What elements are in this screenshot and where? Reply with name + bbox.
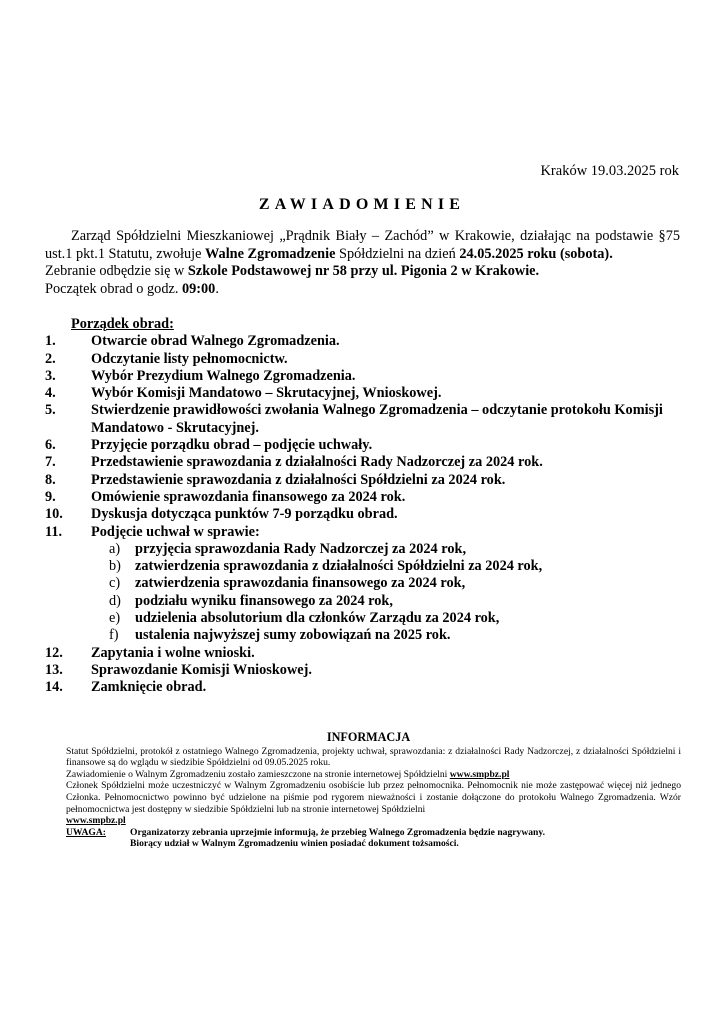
warning-block: [66, 827, 681, 850]
info-paragraph-website: [66, 769, 681, 781]
info-title: INFORMACJA: [326, 730, 411, 744]
agenda-item-text: Stwierdzenie prawidłowości zwołania Walnego Zgromadzenia – odczytanie protokołu Komisji Mandatowo - Skrutacyjnej.: [91, 402, 663, 436]
agenda-subitem-letter: f): [109, 627, 119, 644]
agenda-item-number: 4.: [45, 385, 56, 402]
venue-bold: Szkole Podstawowej nr 58 przy ul. Pigonia 2 w Krakowie.: [187, 263, 540, 280]
agenda-item: [45, 472, 685, 489]
agenda-item-text: Omówienie sprawozdania finansowego za 2024 rok.: [91, 488, 406, 505]
info-website-text: Zawiadomienie o Walnym Zgromadzeniu zostało zamieszczone na stronie internetowej Spółdzielni: [66, 768, 450, 780]
agenda-item-text: Odczytanie listy pełnomocnictw.: [91, 350, 288, 367]
intro-text: Spółdzielni na dzień: [335, 245, 460, 262]
agenda-subitem-text: zatwierdzenia sprawozdania finansowego za 2024 rok,: [135, 575, 466, 592]
website-link[interactable]: www.smpbz.pl: [66, 815, 126, 827]
agenda-item-text: Zapytania i wolne wnioski.: [91, 644, 255, 661]
info-proxy-text: Członek Spółdzielni może uczestniczyć w Walnym Zgromadzeniu osobiście lub przez pełnomocnika. Pełnomocnik nie może zastępować więcej niż jednego Członka. Pełnomocnictwo powinno być udzielone na piśmie pod rygorem nieważności i zostanie dołączone do protokołu Walnego Zgromadzenia. Wzór pełnomocnictwa jest dostępny w siedzibie Spółdzielni lub na stronie internetowej Spółdzielni: [66, 780, 681, 815]
start-time-paragraph: [45, 281, 680, 299]
agenda-item-number: 8.: [45, 471, 56, 488]
agenda-item-text: Przyjęcie porządku obrad – podjęcie uchwały.: [91, 437, 373, 454]
agenda-list: [45, 333, 685, 541]
agenda-item-number: 11.: [45, 523, 63, 540]
agenda-title: Porządek obrad:: [71, 316, 174, 332]
agenda-item: [45, 489, 685, 506]
agenda-item-number: 1.: [45, 333, 56, 350]
agenda-item-number: 14.: [45, 679, 63, 696]
agenda-item: [45, 645, 685, 662]
agenda-item-number: 7.: [45, 454, 56, 471]
agenda-subitem: [45, 610, 685, 627]
agenda-item: [45, 368, 685, 385]
agenda-item-number: 3.: [45, 367, 56, 384]
intro-paragraph: [45, 228, 680, 263]
agenda-item-number: 10.: [45, 506, 63, 523]
venue-text: Zebranie odbędzie się w: [45, 263, 188, 280]
agenda-item: [45, 333, 685, 350]
agenda-item-number: 13.: [45, 661, 63, 678]
agenda-item-text: Przedstawienie sprawozdania z działalności Spółdzielni za 2024 rok.: [91, 471, 506, 488]
agenda-subitem-letter: c): [109, 575, 121, 592]
start-time-text: Początek obrad o godz.: [45, 280, 182, 297]
agenda-subitem: [45, 627, 685, 644]
info-paragraph-proxy-link: [66, 815, 681, 827]
intro-section: [45, 228, 680, 298]
agenda-subitem-letter: e): [109, 610, 121, 627]
agenda-item-text: Dyskusja dotycząca punktów 7-9 porządku obrad.: [91, 506, 398, 523]
agenda-item-text: Wybór Prezydium Walnego Zgromadzenia.: [91, 367, 356, 384]
warning-label: UWAGA:: [66, 826, 106, 838]
agenda-item-text: Wybór Komisji Mandatowo – Skrutacyjnej, Wnioskowej.: [91, 385, 442, 402]
agenda-item: [45, 454, 685, 471]
agenda-subitem-letter: b): [109, 558, 121, 575]
agenda-item: [45, 402, 685, 437]
agenda-item: [45, 351, 685, 368]
agenda-subitem: [45, 541, 685, 558]
agenda-item: [45, 506, 685, 523]
agenda-item-text: Zamknięcie obrad.: [91, 679, 207, 696]
agenda-item: [45, 385, 685, 402]
document-title: ZAWIADOMIENIE: [258, 196, 466, 213]
intro-bold-date: 24.05.2025 roku (sobota).: [459, 245, 613, 262]
warning-recording: Organizatorzy zebrania uprzejmie informują, że przebieg Walnego Zgromadzenia będzie nagrywany.: [130, 826, 546, 838]
agenda-subitem-text: zatwierdzenia sprawozdania z działalności Spółdzielni za 2024 rok,: [135, 558, 543, 575]
agenda-subitem-letter: a): [109, 540, 121, 557]
agenda-subitem: [45, 593, 685, 610]
agenda-subitem-text: przyjęcia sprawozdania Rady Nadzorczej za 2024 rok,: [135, 540, 467, 557]
info-paragraph-documents: Statut Spółdzielni, protokół z ostatniego Walnego Zgromadzenia, projekty uchwał, sprawozdania: z działalności Rady Nadzorczej, z działalności Spółdzielni i finansowe są do wglądu w siedzibie Spółdzielni od 09.05.2025 roku.: [66, 745, 681, 769]
warning-id-document: Biorący udział w Walnym Zgromadzeniu winien posiadać dokument tożsamości.: [130, 838, 459, 850]
agenda-subitem-text: udzielenia absolutorium dla członków Zarządu za 2024 rok,: [135, 610, 500, 627]
agenda-item-number: 12.: [45, 644, 63, 661]
agenda-item: [45, 524, 685, 541]
agenda-item: [45, 437, 685, 454]
agenda-subitem-text: ustalenia najwyższej sumy zobowiązań na 2025 rok.: [135, 627, 451, 644]
agenda-item: [45, 662, 685, 679]
agenda-item: [45, 679, 685, 696]
agenda-item-text: Podjęcie uchwał w sprawie:: [91, 523, 260, 540]
agenda-subitem: [45, 575, 685, 592]
start-time-period: .: [215, 280, 219, 297]
agenda-subitem: [45, 558, 685, 575]
agenda-section: [45, 316, 685, 697]
info-paragraph-proxy: [66, 780, 681, 815]
agenda-list-continued: [45, 645, 685, 697]
agenda-sublist: [45, 541, 685, 645]
agenda-item-text: Sprawozdanie Komisji Wnioskowej.: [91, 661, 312, 678]
agenda-item-number: 2.: [45, 350, 56, 367]
intro-bold-assembly: Walne Zgromadzenie: [205, 245, 336, 262]
info-section: [66, 732, 681, 850]
intro-text: Zarząd Spółdzielni Mieszkaniowej „Prądnik Biały – Zachód” w Krakowie, działając na podstawie §75 ust.1 pkt.1 Statutu, zwołuje: [45, 228, 680, 262]
website-link[interactable]: www.smpbz.pl: [449, 768, 510, 780]
agenda-subitem-text: podziału wyniku finansowego za 2024 rok,: [135, 592, 393, 609]
venue-paragraph: [45, 263, 680, 281]
start-time-value: 09:00: [181, 280, 216, 297]
agenda-item-text: Otwarcie obrad Walnego Zgromadzenia.: [91, 333, 340, 350]
agenda-item-number: 6.: [45, 437, 56, 454]
agenda-item-number: 5.: [45, 402, 56, 419]
agenda-item-number: 9.: [45, 488, 56, 505]
agenda-subitem-letter: d): [109, 592, 121, 609]
agenda-item-text: Przedstawienie sprawozdania z działalności Rady Nadzorczej za 2024 rok.: [91, 454, 543, 471]
document-date: Kraków 19.03.2025 rok: [540, 163, 679, 179]
